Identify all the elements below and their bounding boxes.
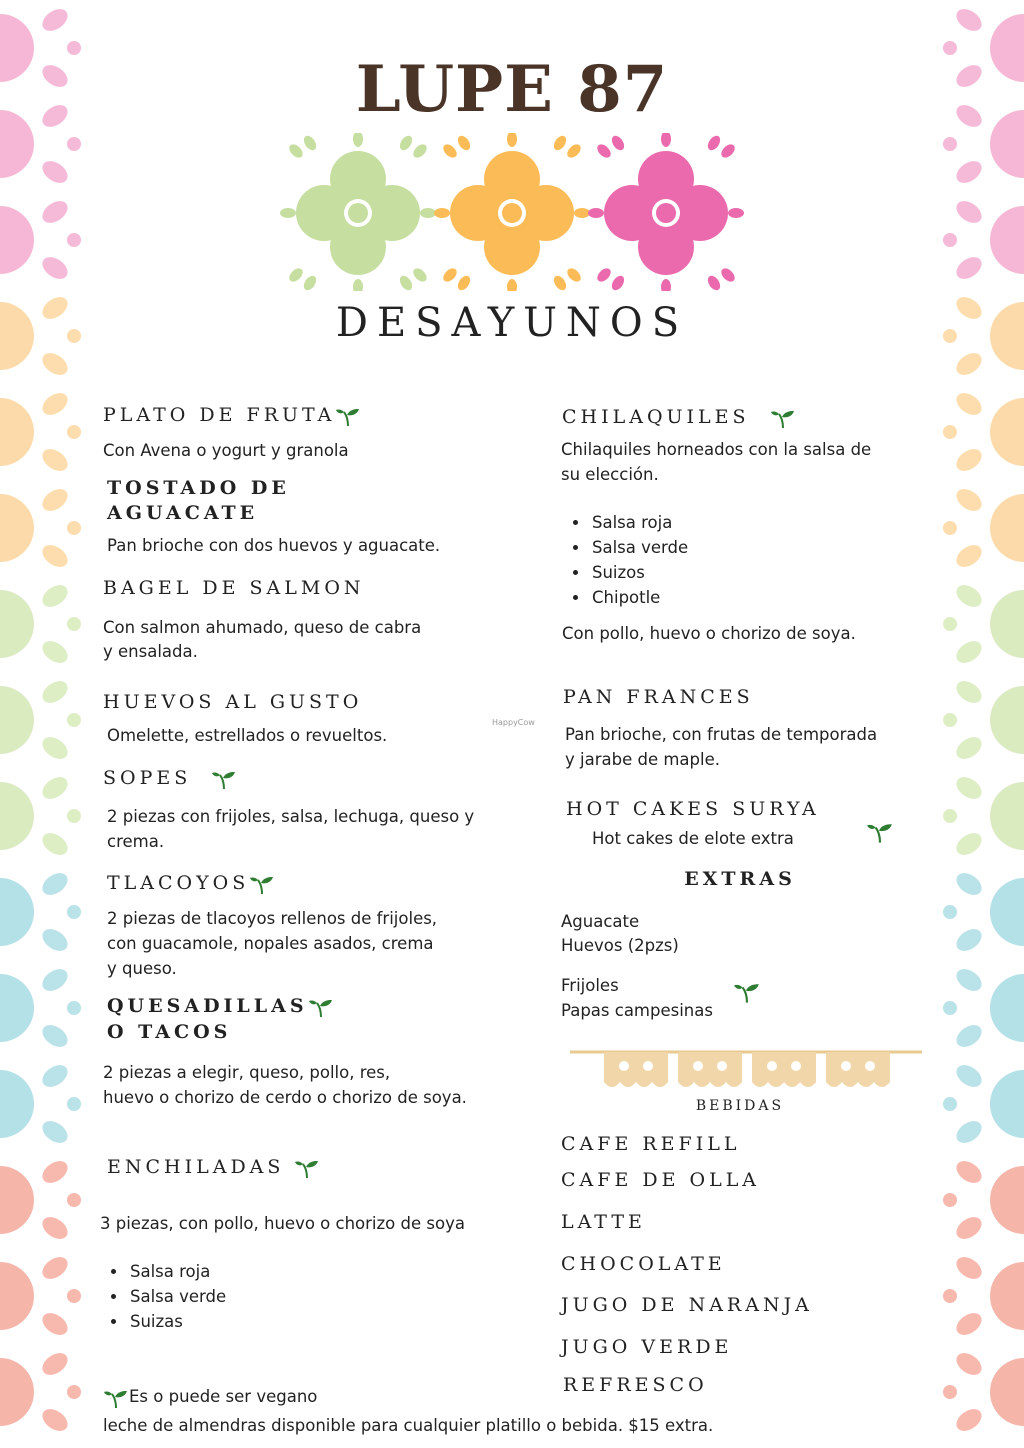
list-item: • Salsa roja bbox=[590, 510, 688, 535]
item-desc: 2 piezas con frijoles, salsa, lechuga, queso y bbox=[107, 807, 475, 826]
restaurant-title: LUPE 87 bbox=[355, 52, 669, 127]
chilaquiles-salsa-list bbox=[564, 510, 688, 610]
flower-border-left bbox=[0, 0, 92, 1448]
item-name: QUESADILLAS bbox=[107, 995, 308, 1017]
sprout-icon bbox=[249, 873, 275, 895]
sprout-icon bbox=[770, 407, 796, 429]
drink-item: CHOCOLATE bbox=[561, 1253, 726, 1275]
sprout-icon bbox=[733, 980, 761, 1004]
drink-item: CAFE REFILL bbox=[561, 1133, 741, 1155]
item-pan-frances-name: PAN FRANCES bbox=[563, 686, 754, 708]
item-desc: su elección. bbox=[561, 465, 659, 484]
sprout-icon bbox=[866, 820, 894, 844]
item-desc: y jarabe de maple. bbox=[565, 750, 720, 769]
list-item: • Salsa roja bbox=[128, 1259, 226, 1284]
sprout-icon bbox=[103, 1387, 129, 1409]
item-desc: 2 piezas de tlacoyos rellenos de frijoles, bbox=[107, 909, 438, 928]
sprout-icon bbox=[308, 996, 334, 1018]
item-tostado-name-2: AGUACATE bbox=[107, 502, 259, 524]
list-item: • Suizas bbox=[128, 1309, 226, 1334]
extra-item: Frijoles bbox=[561, 976, 619, 995]
item-name: ENCHILADAS bbox=[107, 1156, 285, 1178]
item-desc: y ensalada. bbox=[103, 642, 198, 661]
item-desc: huevo o chorizo de cerdo o chorizo de soya. bbox=[103, 1088, 467, 1107]
item-desc: crema. bbox=[107, 832, 165, 851]
item-name: PLATO DE FRUTA bbox=[103, 404, 336, 426]
item-quesadillas-name-2: O TACOS bbox=[107, 1021, 232, 1043]
bebidas-title: BEBIDAS bbox=[695, 1098, 785, 1114]
item-desc: 3 piezas, con pollo, huevo o chorizo de soya bbox=[100, 1214, 465, 1233]
footer-note: leche de almendras disponible para cualquier platillo o bebida. $15 extra. bbox=[103, 1416, 714, 1435]
item-desc: Omelette, estrellados o revueltos. bbox=[107, 726, 388, 745]
item-name: SOPES bbox=[103, 767, 192, 789]
item-desc: Chilaquiles horneados con la salsa de bbox=[561, 440, 872, 459]
item-tlacoyos bbox=[107, 870, 275, 896]
item-desc: y queso. bbox=[107, 959, 177, 978]
item-desc: Pan brioche con dos huevos y aguacate. bbox=[107, 536, 441, 555]
item-sopes bbox=[103, 765, 237, 791]
watermark: HappyCow bbox=[492, 718, 535, 727]
item-hot-cakes-name: HOT CAKES SURYA bbox=[566, 798, 820, 820]
item-plato-de-fruta bbox=[103, 402, 361, 428]
drink-item: JUGO VERDE bbox=[561, 1336, 733, 1358]
item-name: CHILAQUILES bbox=[562, 406, 750, 428]
drink-item: REFRESCO bbox=[563, 1374, 708, 1396]
list-item: • Chipotle bbox=[590, 585, 688, 610]
extra-item: Papas campesinas bbox=[561, 1001, 713, 1020]
list-item: • Salsa verde bbox=[590, 535, 688, 560]
flower-decoration bbox=[280, 133, 744, 291]
item-enchiladas bbox=[107, 1154, 320, 1180]
list-item: • Suizos bbox=[590, 560, 688, 585]
papel-picado-banner bbox=[570, 1046, 922, 1096]
item-desc: 2 piezas a elegir, queso, pollo, res, bbox=[103, 1063, 391, 1082]
item-quesadillas-name-1 bbox=[107, 993, 334, 1019]
legend-text: Es o puede ser vegano bbox=[129, 1387, 318, 1406]
item-tostado-name-1: TOSTADO DE bbox=[107, 477, 290, 499]
item-desc: con guacamole, nopales asados, crema bbox=[107, 934, 434, 953]
item-huevos-name: HUEVOS AL GUSTO bbox=[103, 691, 363, 713]
item-desc: Hot cakes de elote extra bbox=[592, 829, 794, 848]
sprout-icon bbox=[211, 768, 237, 790]
extras-title: EXTRAS bbox=[684, 868, 796, 890]
list-item: • Salsa verde bbox=[128, 1284, 226, 1309]
drink-item: CAFE DE OLLA bbox=[561, 1169, 761, 1191]
item-chilaquiles bbox=[562, 404, 796, 430]
extra-item: Aguacate bbox=[561, 912, 640, 931]
item-bagel-name: BAGEL DE SALMON bbox=[103, 577, 365, 599]
enchiladas-salsa-list bbox=[102, 1259, 226, 1334]
drink-item: JUGO DE NARANJA bbox=[561, 1294, 813, 1316]
extra-item: Huevos (2pzs) bbox=[561, 936, 679, 955]
vegan-legend bbox=[103, 1384, 317, 1409]
flower-border-right bbox=[932, 0, 1024, 1448]
section-title: DESAYUNOS bbox=[335, 300, 689, 346]
sprout-icon bbox=[335, 405, 361, 427]
sprout-icon bbox=[294, 1157, 320, 1179]
item-desc: Pan brioche, con frutas de temporada bbox=[565, 725, 878, 744]
item-desc: Con pollo, huevo o chorizo de soya. bbox=[562, 624, 856, 643]
item-name: TLACOYOS bbox=[107, 872, 250, 894]
item-desc: Con salmon ahumado, queso de cabra bbox=[103, 618, 422, 637]
drink-item: LATTE bbox=[561, 1211, 646, 1233]
item-desc: Con Avena o yogurt y granola bbox=[103, 441, 349, 460]
